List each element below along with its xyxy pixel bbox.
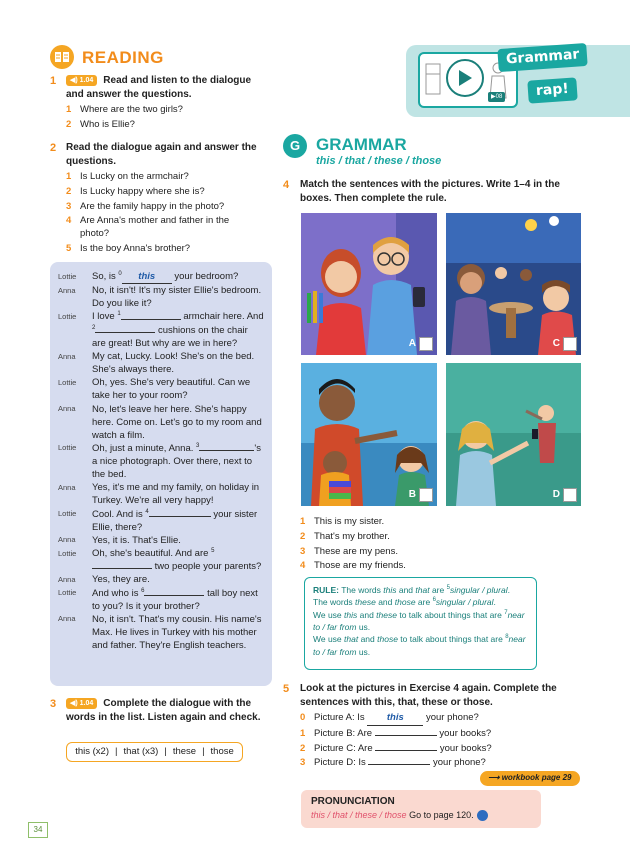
list-item: 0 Picture A: Is this your phone?: [300, 712, 560, 726]
exercise-5-items: [300, 712, 560, 772]
dialogue-line: Anna No, it isn't. That's my cousin. His name's Max. He lives in Turkey with his mother and father. They're English teachers.: [58, 613, 262, 652]
word-item: those: [210, 745, 234, 757]
word-item: this (x2): [75, 745, 110, 757]
list-item: 2 Is Lucky happy where she is?: [66, 185, 205, 197]
dialogue-line: Anna Yes, they are.: [58, 574, 150, 586]
word-item: that (x3): [123, 745, 159, 757]
arrow-right-icon: ⟶: [488, 773, 502, 782]
play-icon[interactable]: [446, 59, 484, 97]
picture-b: [301, 363, 437, 506]
dialogue-panel: [50, 262, 272, 686]
exercise-3-instruction: Complete the dialogue with the words in the list. Listen again and check.: [66, 698, 261, 723]
dialogue-line: Anna No, let's leave her here. She's happy here. Come on. Let's go to my room and watch a film.: [58, 403, 262, 441]
picture-label: A: [409, 337, 433, 351]
exercise-2-number: 2: [50, 142, 57, 154]
answer-blank-0: this: [122, 270, 172, 284]
audio-track-badge[interactable]: ◀) 1.04: [66, 698, 97, 709]
list-item: 3 These are my pens.: [300, 545, 398, 557]
rule-option-8[interactable]: near to / far from: [313, 634, 526, 657]
exercise-1-number: 1: [50, 75, 57, 87]
audio-icon[interactable]: [477, 810, 488, 821]
dialogue-line: Lottie Cool. And is $^4$ your sister Ellie, there?: [58, 508, 258, 533]
picture-d: [446, 363, 581, 506]
answer-blank: this: [367, 712, 423, 726]
picture-label: B: [409, 488, 433, 502]
list-item: 3 Picture D: Is your phone?: [300, 757, 486, 769]
exercise-4-instruction: Match the sentences with the pictures. Write 1–4 in the boxes. Then complete the rule.: [300, 179, 560, 204]
pronunciation-text: this / that / these / those Go to page 120.: [311, 809, 531, 821]
list-item: 1 Where are the two girls?: [66, 104, 183, 115]
list-item: 3 Are the family happy in the photo?: [66, 200, 225, 212]
rule-option-6[interactable]: singular / plural: [435, 597, 494, 608]
exercise-3: [66, 697, 266, 724]
word-item: these: [172, 745, 197, 757]
list-item: 2 Who is Ellie?: [66, 118, 135, 130]
grammar-rap-title: Grammar: [497, 43, 588, 72]
exercise-5-number: 5: [283, 683, 290, 695]
answer-blank[interactable]: [375, 735, 437, 736]
pronunciation-box: [301, 790, 541, 828]
dialogue-line: Anna My cat, Lucky. Look! She's on the bed. She's always there.: [58, 351, 255, 376]
list-item: 4 Are Anna's mother and father in the photo?: [66, 215, 230, 240]
answer-blank-2[interactable]: [95, 332, 155, 333]
workbook-link[interactable]: ⟶ workbook page 29: [480, 771, 580, 786]
exercise-2: [66, 141, 266, 258]
dialogue-line: Lottie Oh, just a minute, Anna. $^3$ 's a nice photograph. Over there, next to the bed.: [58, 442, 261, 481]
word-list-box: [66, 742, 243, 762]
grammar-subtitle: this / that / these / those: [316, 155, 442, 167]
speaker-icon: ◀): [70, 699, 80, 707]
dialogue-line: Anna Yes, it's me and my family, on holiday in Turkey. We're all very happy!: [58, 482, 260, 507]
play-small-icon: ▶: [491, 94, 496, 100]
reading-heading: READING: [82, 48, 164, 67]
dialogue-line: Anna No, it isn't! It's my sister Ellie's bedroom. Do you like it?: [58, 285, 262, 310]
dialogue-line: Lottie Oh, yes. She's very beautiful. Can we take her to your room?: [58, 377, 251, 402]
rule-option-5[interactable]: singular / plural: [449, 585, 508, 595]
list-item: 1 Is Lucky on the armchair?: [66, 171, 189, 182]
grammar-rap-title-2: rap!: [527, 77, 577, 103]
word-separator: |: [164, 745, 167, 757]
grammar-g-icon: G: [283, 134, 307, 158]
answer-blank-1[interactable]: [121, 319, 181, 320]
speaker-icon: ◀): [70, 76, 80, 84]
answer-blank-6[interactable]: [144, 595, 204, 596]
list-item: 2 Picture C: Are your books?: [300, 742, 492, 754]
exercise-4-number: 4: [283, 179, 290, 191]
list-item: 5 Is the boy Anna's brother?: [66, 243, 191, 255]
word-separator: |: [202, 745, 205, 757]
picture-label: C: [553, 337, 577, 351]
rule-box: RULE: The words this and that are $^5$singular / plural. The words these and those are $^6$singular / plural. We use this and these to talk about things that are $^7$near to / far from us. We use that and those to talk about things that are $^8$near to / far from us.: [304, 577, 537, 670]
answer-box[interactable]: [563, 488, 577, 502]
answer-box[interactable]: [419, 337, 433, 351]
dialogue-line: Lottie So, is $^0$ this your bedroom?: [58, 270, 264, 284]
answer-blank[interactable]: [375, 750, 437, 751]
answer-blank-4[interactable]: [149, 516, 211, 517]
picture-a: [301, 213, 437, 355]
word-separator: |: [115, 745, 118, 757]
video-number-badge: ▶08: [488, 92, 505, 102]
dialogue-line: Anna Yes, it is. That's Ellie.: [58, 534, 181, 546]
pronunciation-title: PRONUNCIATION: [311, 796, 395, 807]
answer-box[interactable]: [419, 488, 433, 502]
list-item: 1 Picture B: Are your books?: [300, 727, 492, 739]
dialogue-line: Lottie I love $^1$ armchair here. And $^2$ cushions on the chair are great! But why are we in here?: [58, 311, 264, 350]
exercise-5-instruction: Look at the pictures in Exercise 4 again. Complete the sentences with this, that, these or those.: [300, 683, 557, 708]
exercise-1: [66, 74, 266, 134]
audio-track-badge[interactable]: ◀) 1.04: [66, 75, 97, 86]
dialogue-line: Lottie And who is $^6$ tall boy next to you? Is it your brother?: [58, 587, 258, 612]
page-number: 34: [28, 822, 48, 838]
rule-option-7[interactable]: near to / far from: [313, 609, 525, 632]
answer-box[interactable]: [563, 337, 577, 351]
picture-label: D: [553, 488, 577, 502]
picture-c: [446, 213, 581, 355]
answer-blank-3[interactable]: [199, 450, 254, 451]
list-item: 4 Those are my friends.: [300, 560, 406, 572]
answer-blank-5[interactable]: [92, 568, 152, 569]
exercise-1-instruction: Read and listen to the dialogue and answer the questions.: [66, 75, 252, 100]
grammar-heading: GRAMMAR: [316, 135, 407, 154]
exercise-3-number: 3: [50, 698, 57, 710]
list-item: 2 That's my brother.: [300, 530, 390, 542]
answer-blank[interactable]: [368, 764, 430, 765]
reading-book-icon: [50, 45, 74, 69]
exercise-4-sentences: [300, 516, 540, 575]
dialogue-line: Lottie Oh, she's beautiful. And are $^5$ two people your parents?: [58, 548, 262, 573]
exercise-2-instruction: Read the dialogue again and answer the questions.: [66, 142, 257, 167]
list-item: 1 This is my sister.: [300, 516, 385, 527]
